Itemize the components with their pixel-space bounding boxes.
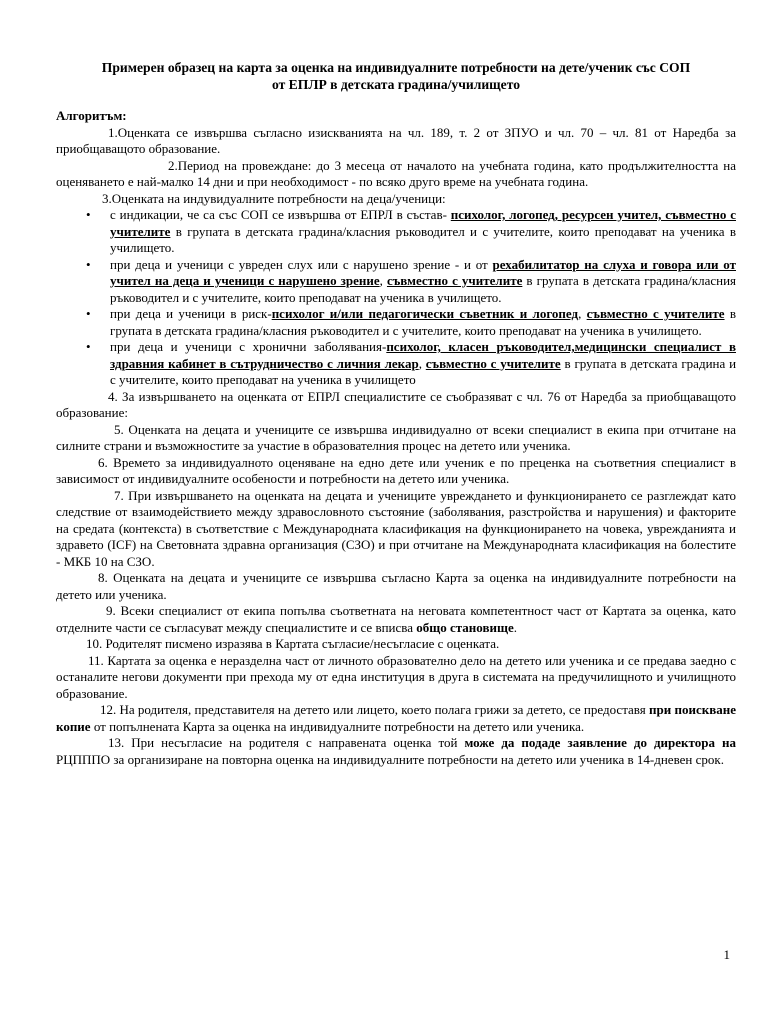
paragraph-3: 3.Оценката на индувидуалните потребности на деца/ученици: xyxy=(102,190,446,206)
bullet-item-chronic xyxy=(86,339,737,389)
page-number: 1 xyxy=(723,947,730,962)
algorithm-heading: Алгоритъм: xyxy=(56,108,127,123)
title-line-1: Примерен образец на карта за оценка на индивидуалните потребности на дете/ученик със СОП xyxy=(101,60,691,75)
bullet-3-emphasis: психолог и/или педагогически съветник и логопед xyxy=(271,306,579,321)
paragraph-2: 2.Период на провеждане: до 3 месеца от началото на учебната година, като продължителността на оценяването е най-малко 14 дни и при необходимост - по всяко друго време на учебната година. xyxy=(56,157,736,189)
bullet-2-text: при деца и ученици с увреден слух или с нарушено зрение - и от xyxy=(110,256,493,272)
bullet-item-at-risk xyxy=(86,306,736,339)
paragraph-9-text: 9. Всеки специалист от екипа попълва съответната на неговата компетентност част от Картата за оценка, като отделните части се съгласуват между специалистите и се вписва xyxy=(56,603,736,635)
paragraph-11: 11. Картата за оценка е неразделна част от личното образователно дело на детето или ученика и се предава заедно с останалите негови документи при прехода му от една институция в друга в системата на предучилищното и училищното образование. xyxy=(56,652,736,701)
bullet-2-emphasis: рехабилитатор на слуха и говора или от учител на деца и ученици с нарушено зрение xyxy=(110,256,736,288)
paragraph-12 xyxy=(56,702,736,735)
paragraph-12-rest: от попълнената Карта за оценка на индивидуалните потребности на детето или ученика. xyxy=(90,718,585,734)
paragraph-5: 5. Оценката на децата и учениците се извършва индивидуално от всеки специалист в екипа при отчитане на силните страни и възможностите за участие в образователния процес на детето или ученика. xyxy=(56,421,736,453)
assessment-bullet-list xyxy=(56,207,736,389)
bullet-4-emphasis-2: съвместно с учителите xyxy=(425,355,561,371)
paragraph-9 xyxy=(56,603,736,636)
paragraph-6: 6. Времето за индивидуалното оценяване на едно дете или ученик е по преценка на съответния специалист в зависимост от индивидуалните особености и потребности на детето или ученика. xyxy=(56,454,736,486)
title-line-2: от ЕПЛР в детската градина/училището xyxy=(271,77,520,92)
bullet-4-emphasis: психолог, класен ръководител,медицински специалист в здравния кабинет в сътрудничество с личния лекар xyxy=(110,339,736,371)
bullet-4-text: при деца и ученици с хронични заболявания- xyxy=(110,339,387,354)
bullet-icon: • xyxy=(86,256,91,272)
bullet-icon: • xyxy=(86,306,91,321)
paragraph-12-text: 12. На родителя, представителя на детето или лицето, което полага грижи за детето, се предоставя xyxy=(100,702,650,717)
bullet-item-sop xyxy=(86,207,736,257)
paragraph-13-emphasis: може да подаде заявление до директора на xyxy=(464,735,736,750)
paragraph-1: 1.Оценката се извършва съгласно изискванията на чл. 189, т. 2 от ЗПУО и чл. 70 – чл. 81 от Наредба за приобщаващото образование. xyxy=(56,124,736,156)
paragraph-13 xyxy=(56,735,736,768)
bullet-2-rest: в групата в детската градина/класния ръководител и с учителите, които преподават на ученика в училището. xyxy=(110,273,737,305)
bullet-1-emphasis: психолог, логопед, ресурсен учител, съвместно с учителите xyxy=(110,207,736,239)
paragraph-10: 10. Родителят писмено изразява в Картата съгласие/несъгласие с оценката. xyxy=(86,636,500,651)
paragraph-13-text: 13. При несъгласие на родителя с направената оценка той xyxy=(108,735,465,750)
paragraph-12-emphasis: при поискване копие xyxy=(56,702,736,734)
bullet-3-emphasis-2: съвместно с учителите xyxy=(586,306,725,321)
paragraph-9-end: . xyxy=(513,619,517,635)
bullet-2-separator: , xyxy=(379,273,387,288)
bullet-4-rest: в групата в детската градина и с учителите, които преподават на ученика в училището xyxy=(110,355,737,387)
paragraph-7: 7. При извършването на оценката на децата и учениците увреждането и функционирането се разглеждат като следствие от взаимодействието между здравословното състояние (заболявания, разстройства и нарушения) и факторите на средата (контекста) в съответствие с Международната класификация на функционирането на човека, уврежданията и здравето (ICF) на Световната здравна организация (СЗО) и при отчитане на Международната класификация на болестите - МКБ 10 на СЗО. xyxy=(56,487,736,569)
bullet-1-rest: в групата в детската градина/класния ръководител и с учителите, които преподават на ученика в училището. xyxy=(110,223,736,255)
bullet-icon: • xyxy=(86,207,91,222)
bullet-4-separator: , xyxy=(418,355,426,371)
document-title xyxy=(56,59,736,93)
bullet-2-emphasis-2: съвместно с учителите xyxy=(386,273,523,288)
paragraph-9-emphasis: общо становище xyxy=(416,619,514,635)
bullet-3-separator: , xyxy=(578,306,587,321)
paragraph-13-rest: РЦПППО за организиране на повторна оценка на индивидуалните потребности на детето или ученика в 14-дневен срок. xyxy=(56,751,724,767)
bullet-1-text: с индикации, че са със СОП се извършва от ЕПРЛ в състав- xyxy=(110,207,451,222)
bullet-3-text: при деца и ученици в риск- xyxy=(110,306,272,321)
paragraph-4: 4. За извършването на оценката от ЕПРЛ специалистите се съобразяват с чл. 76 от Наредба за приобщаващото образование: xyxy=(56,388,736,420)
bullet-3-rest: в групата в детската градина/класния ръководител и с учителите, които преподават на ученика в училището. xyxy=(110,306,736,338)
paragraph-8: 8. Оценката на децата и учениците се извършва съгласно Карта за оценка на индивидуалните потребности на детето или ученика. xyxy=(56,570,736,602)
bullet-item-hearing-vision xyxy=(86,256,737,307)
bullet-icon: • xyxy=(86,339,91,354)
